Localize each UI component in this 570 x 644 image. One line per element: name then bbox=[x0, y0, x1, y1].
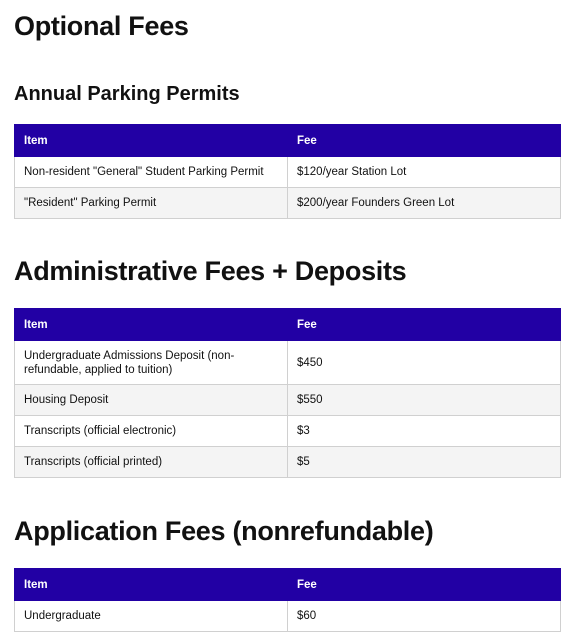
section-heading-parking: Annual Parking Permits bbox=[14, 83, 240, 105]
fee-cell: $60 bbox=[288, 601, 561, 632]
table-row bbox=[15, 385, 561, 416]
column-header-item: Item bbox=[15, 569, 288, 601]
table-header-row bbox=[15, 569, 561, 601]
item-cell: Undergraduate Admissions Deposit (non-refundable, applied to tuition) bbox=[15, 341, 288, 385]
application-fees-table bbox=[14, 568, 561, 632]
page-title: Optional Fees bbox=[14, 11, 189, 41]
table-row bbox=[15, 157, 561, 188]
item-cell: Transcripts (official electronic) bbox=[15, 416, 288, 447]
fee-cell: $550 bbox=[288, 385, 561, 416]
column-header-fee: Fee bbox=[288, 125, 561, 157]
column-header-fee: Fee bbox=[288, 569, 561, 601]
item-cell: Transcripts (official printed) bbox=[15, 447, 288, 478]
item-cell: Undergraduate bbox=[15, 601, 288, 632]
column-header-item: Item bbox=[15, 309, 288, 341]
column-header-fee: Fee bbox=[288, 309, 561, 341]
table-header-row bbox=[15, 125, 561, 157]
table-row bbox=[15, 416, 561, 447]
section-heading-application: Application Fees (nonrefundable) bbox=[14, 516, 434, 546]
administrative-fees-table bbox=[14, 308, 561, 478]
fee-cell: $120/year Station Lot bbox=[288, 157, 561, 188]
fee-cell: $450 bbox=[288, 341, 561, 385]
item-cell: Housing Deposit bbox=[15, 385, 288, 416]
fee-cell: $200/year Founders Green Lot bbox=[288, 188, 561, 219]
table-row bbox=[15, 601, 561, 632]
parking-fees-table bbox=[14, 124, 561, 219]
section-heading-administrative: Administrative Fees + Deposits bbox=[14, 256, 407, 286]
table-header-row bbox=[15, 309, 561, 341]
fee-cell: $3 bbox=[288, 416, 561, 447]
item-cell: Non-resident "General" Student Parking Permit bbox=[15, 157, 288, 188]
column-header-item: Item bbox=[15, 125, 288, 157]
table-row bbox=[15, 188, 561, 219]
item-cell: "Resident" Parking Permit bbox=[15, 188, 288, 219]
table-row bbox=[15, 341, 561, 385]
fee-cell: $5 bbox=[288, 447, 561, 478]
table-row bbox=[15, 447, 561, 478]
